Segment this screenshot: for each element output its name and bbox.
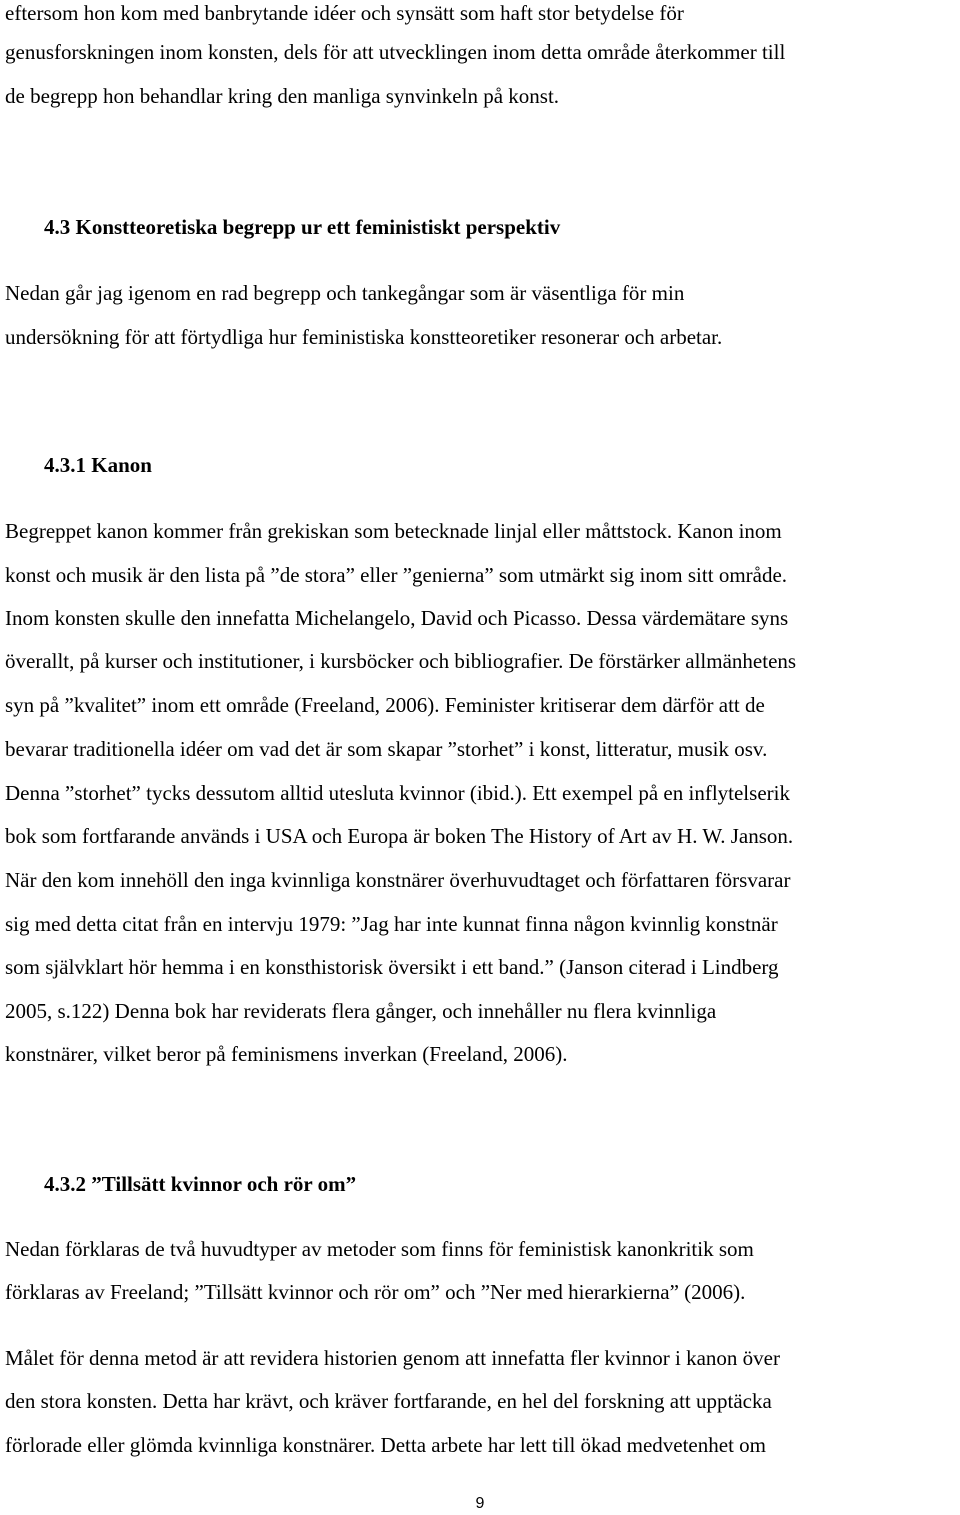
body-text-line: eftersom hon kom med banbrytande idéer och synsätt som haft stor betydelse för — [5, 1, 684, 25]
page-number: 9 — [475, 1495, 485, 1512]
body-text-line: förlorade eller glömda kvinnliga konstnärer. Detta arbete har lett till ökad medvetenhet om — [5, 1433, 766, 1457]
body-text-line: bok som fortfarande används i USA och Europa är boken The History of Art av H. W. Janson. — [5, 824, 794, 848]
body-text-line: Inom konsten skulle den innefatta Michelangelo, David och Picasso. Dessa värdemätare syns — [5, 606, 789, 630]
body-text-line: undersökning för att förtydliga hur feministiska konstteoretiker resonerar och arbetar. — [5, 325, 723, 349]
body-text-line: syn på ”kvalitet” inom ett område (Freeland, 2006). Feminister kritiserar dem därför att de — [5, 693, 765, 717]
body-text-line: genusforskningen inom konsten, dels för att utvecklingen inom detta område återkommer till — [5, 40, 786, 64]
section-heading-4-3-1: 4.3.1 Kanon — [44, 453, 152, 477]
body-text-line: När den kom innehöll den inga kvinnliga konstnärer överhuvudtaget och författaren försvarar — [5, 868, 791, 892]
body-text-line: 2005, s.122) Denna bok har reviderats flera gånger, och innehåller nu flera kvinnliga — [5, 999, 717, 1023]
body-text-line: Målet för denna metod är att revidera historien genom att innefatta fler kvinnor i kanon över — [5, 1346, 780, 1370]
body-text-line: den stora konsten. Detta har krävt, och kräver fortfarande, en hel del forskning att upptäcka — [5, 1389, 772, 1413]
body-text-line: som självklart hör hemma i en konsthistorisk översikt i ett band.” (Janson citerad i Lindberg — [5, 955, 779, 979]
body-text-line: Begreppet kanon kommer från grekiskan som betecknade linjal eller måttstock. Kanon inom — [5, 519, 782, 543]
body-text-line: bevarar traditionella idéer om vad det är som skapar ”storhet” i konst, litteratur, musik osv. — [5, 737, 768, 761]
body-text-line: Denna ”storhet” tycks dessutom alltid utesluta kvinnor (ibid.). Ett exempel på en inflytelserik — [5, 781, 790, 805]
body-text-line: de begrepp hon behandlar kring den manliga synvinkeln på konst. — [5, 84, 560, 108]
body-text-line: konstnärer, vilket beror på feminismens inverkan (Freeland, 2006). — [5, 1042, 568, 1066]
section-heading-4-3: 4.3 Konstteoretiska begrepp ur ett feministiskt perspektiv — [44, 215, 561, 239]
section-heading-4-3-2: 4.3.2 ”Tillsätt kvinnor och rör om” — [44, 1172, 357, 1196]
body-text-line: förklaras av Freeland; ”Tillsätt kvinnor och rör om” och ”Ner med hierarkierna” (2006). — [5, 1280, 746, 1304]
body-text-line: sig med detta citat från en intervju 1979: ”Jag har inte kunnat finna någon kvinnlig konstnär — [5, 912, 778, 936]
body-text-line: överallt, på kurser och institutioner, i kursböcker och bibliografier. De förstärker allmänhetens — [5, 649, 797, 673]
body-text-line: konst och musik är den lista på ”de stora” eller ”genierna” som utmärkt sig inom sitt område. — [5, 563, 788, 587]
body-text-line: Nedan förklaras de två huvudtyper av metoder som finns för feministisk kanonkritik som — [5, 1237, 754, 1261]
body-text-line: Nedan går jag igenom en rad begrepp och tankegångar som är väsentliga för min — [5, 281, 685, 305]
